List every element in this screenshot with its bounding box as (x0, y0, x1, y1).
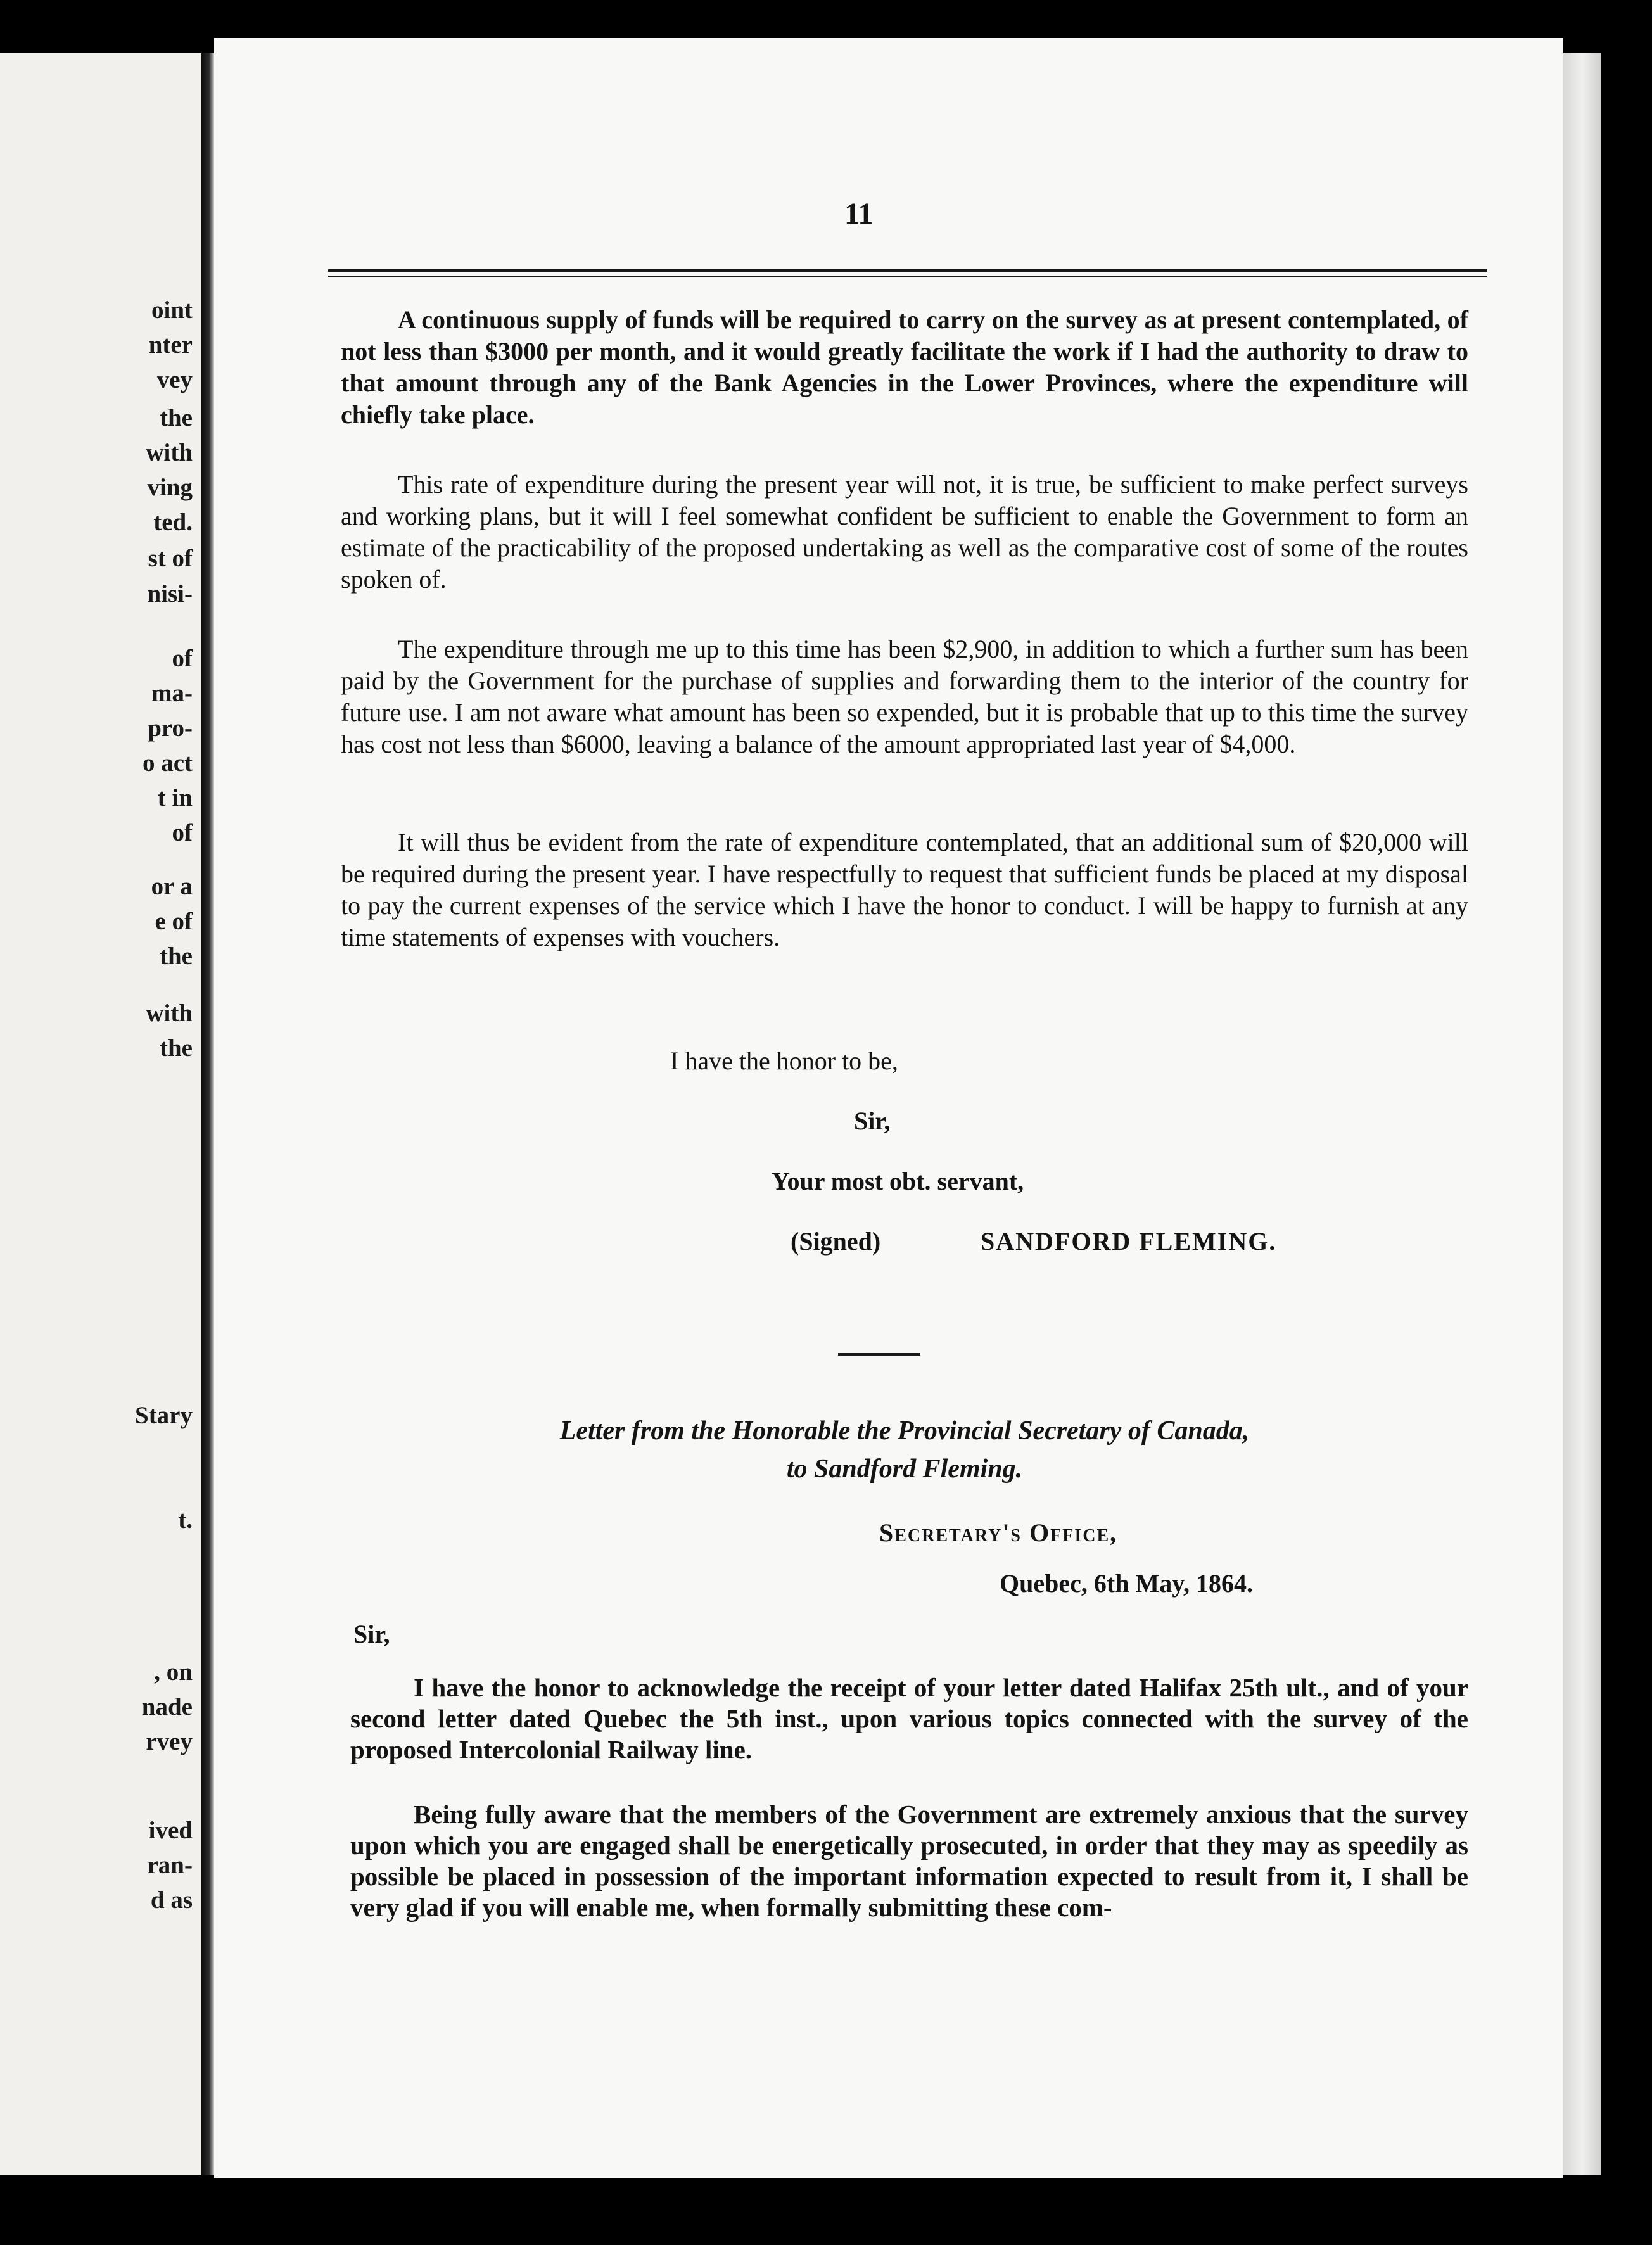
place-date-line: Quebec, 6th May, 1864. (1000, 1569, 1253, 1598)
left-page-fragment: ving (147, 474, 193, 501)
letter-paragraph-2: Being fully aware that the members of the Government are extremely anxious that the survey upon which you are engaged shall be energetically prosecuted, in order that they may as speedily as possible be placed in possession of the important information expected to result from it, I shall be very glad if you will enable me, when formally submitting these com- (350, 1800, 1468, 1922)
left-page-fragment: or a (151, 873, 193, 900)
left-page-fragment: the (160, 404, 193, 431)
header-rule (328, 269, 1487, 277)
left-page-fragment: t. (178, 1506, 193, 1534)
book-gutter (201, 53, 214, 2175)
section-divider (838, 1353, 920, 1356)
left-page-fragment: with (146, 1000, 193, 1027)
left-page-fragment: with (146, 439, 193, 466)
office-line: Secretary's Office, (879, 1518, 1118, 1547)
left-page-fragment: nter (148, 331, 193, 359)
left-page-fragment: st of (148, 545, 193, 572)
left-page-fragment: ran- (147, 1852, 193, 1879)
left-page-fragment: oint (151, 296, 193, 324)
closing-salutation: Sir, (854, 1107, 891, 1135)
paragraph-2: This rate of expenditure during the present year will not, it is true, be sufficient to make perfect surveys and working plans, but it will I feel somewhat confident be sufficient to enable the Government to form an estimate of the practicability of the proposed undertaking as well as the comparative cost of some of the routes spoken of. (341, 470, 1468, 594)
left-page-fragment: pro- (148, 715, 193, 742)
left-page-fragment: of (172, 819, 193, 846)
left-page-fragment: o act (142, 749, 193, 777)
page-edge (1563, 53, 1601, 2175)
letter-salutation: Sir, (353, 1620, 390, 1648)
left-page-fragment: the (160, 943, 193, 970)
paragraph-1: A continuous supply of funds will be required to carry on the survey as at present contemplated, of not less than $3000 per month, and it would greatly facilitate the work if I had the authority to draw to that amount through any of the Bank Agencies in the Lower Provinces, where the expenditure will chiefly take place. (341, 305, 1468, 429)
left-page-fragment: , on (154, 1658, 193, 1686)
closing-line-1: I have the honor to be, (670, 1046, 898, 1075)
left-page-fragment: e of (155, 908, 193, 935)
left-page-fragment: of (172, 645, 193, 672)
left-page-fragment: rvey (146, 1728, 193, 1755)
left-page-fragment: t in (157, 784, 193, 811)
left-page-fragment: ived (148, 1817, 193, 1844)
signature-name: SANDFORD FLEMING. (981, 1227, 1277, 1256)
letter-heading-line-1: Letter from the Honorable the Provincial Secretary of Canada, (559, 1416, 1250, 1446)
left-page-fragment: ma- (151, 680, 193, 707)
left-page-fragment: nisi- (147, 580, 193, 607)
letter-heading-line-2: to Sandford Fleming. (786, 1454, 1023, 1484)
letter-paragraph-1: I have the honor to acknowledge the receipt of your letter dated Halifax 25th ult., and of your second letter dated Quebec the 5th inst., upon various topics connected with the survey of the proposed Intercolonial Railway line. (350, 1673, 1468, 1764)
left-page (0, 53, 201, 2175)
signed-label: (Signed) (791, 1227, 881, 1256)
left-page-fragment: Stary (135, 1402, 193, 1429)
left-page-fragment: vey (156, 366, 193, 393)
left-page-fragment: nade (141, 1693, 193, 1720)
closing-line-3: Your most obt. servant, (772, 1167, 1024, 1195)
paragraph-3: The expenditure through me up to this time has been $2,900, in addition to which a further sum has been paid by the Government for the purchase of supplies and forwarding them to the interior of the country for future use. I am not aware what amount has been so expended, but it is probable that up to this time the survey has cost not less than $6000, leaving a balance of the amount appropriated last year of $4,000. (341, 635, 1468, 758)
left-page-fragment: d as (150, 1886, 193, 1914)
page-number: 11 (844, 197, 874, 231)
left-page-fragment: ted. (153, 509, 193, 536)
paragraph-4: It will thus be evident from the rate of expenditure contemplated, that an additional sum of $20,000 will be required during the present year. I have respectfully to request that sufficient funds be placed at my disposal to pay the current expenses of the service which I have the honor to conduct. I will be happy to furnish at any time statements of expenses with vouchers. (341, 828, 1468, 951)
right-page (214, 38, 1563, 2178)
left-page-fragment: the (160, 1034, 193, 1062)
